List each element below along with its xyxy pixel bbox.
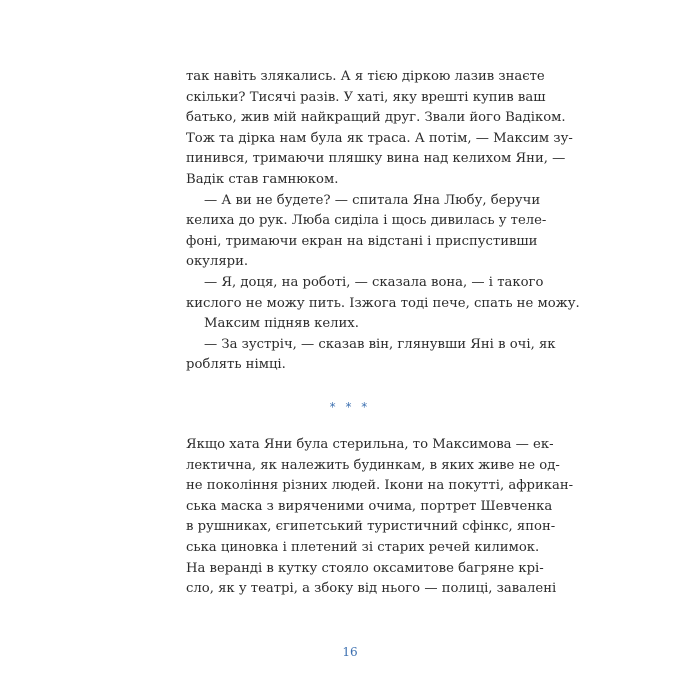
text-line: сло, як у театрі, а збоку від нього — полиці, завалені [186, 581, 557, 597]
text-line: На веранді в кутку стояло оксамитове багряне крі- [186, 560, 544, 576]
text-line: кислого не можу пить. Ізжога тоді пече, спать не можу. [186, 295, 580, 311]
text-line: окуляри. [186, 254, 249, 270]
text-line: не покоління різних людей. Ікони на покутті, африкан- [186, 478, 574, 494]
text-line: в рушниках, єгипетський туристичний сфінкс, япон- [186, 519, 556, 535]
text-line: фоні, тримаючи екран на відстані і приспустивши [186, 233, 538, 249]
text-line: скільки? Тисячі разів. У хаті, яку врешті купив ваш [186, 89, 546, 105]
text-line: Вадік став гамнюком. [186, 171, 339, 187]
text-line: келиха до рук. Люба сиділа і щось дивилась у теле- [186, 213, 547, 229]
text-line: ська циновка і плетений зі старих речей килимок. [186, 539, 540, 555]
text-line: Максим підняв келих. [204, 316, 359, 332]
text-line: Якщо хата Яни була стерильна, то Максимова — ек- [186, 437, 554, 452]
text-line: лектична, як належить будинкам, в яких живе не од- [186, 457, 560, 473]
text-line: роблять німці. [186, 357, 286, 373]
page-number: 16 [342, 645, 358, 659]
text-block-top [186, 67, 580, 376]
text-line: — За зустріч, — сказав він, глянувши Яні в очі, як [204, 336, 556, 352]
text-line: пинився, тримаючи пляшку вина над келихом Яни, — [186, 151, 566, 167]
text-line: ська маска з виряченими очима, портрет Шевченка [186, 498, 553, 514]
text-line: Тож та дірка нам була як траса. А потім, — Максим зу- [186, 130, 573, 146]
text-line: батько, жив мій найкращий друг. Звали його Вадіком. [186, 110, 566, 126]
text-line: так навіть злякались. А я тією діркою лазив знаєте [186, 69, 545, 84]
text-block-bottom [186, 435, 574, 600]
text-line: — А ви не будете? — спитала Яна Любу, беручи [204, 192, 541, 208]
section-break-asterisks: * * * [329, 400, 371, 414]
text-line: — Я, доця, на роботі, — сказала вона, — і такого [204, 274, 544, 290]
